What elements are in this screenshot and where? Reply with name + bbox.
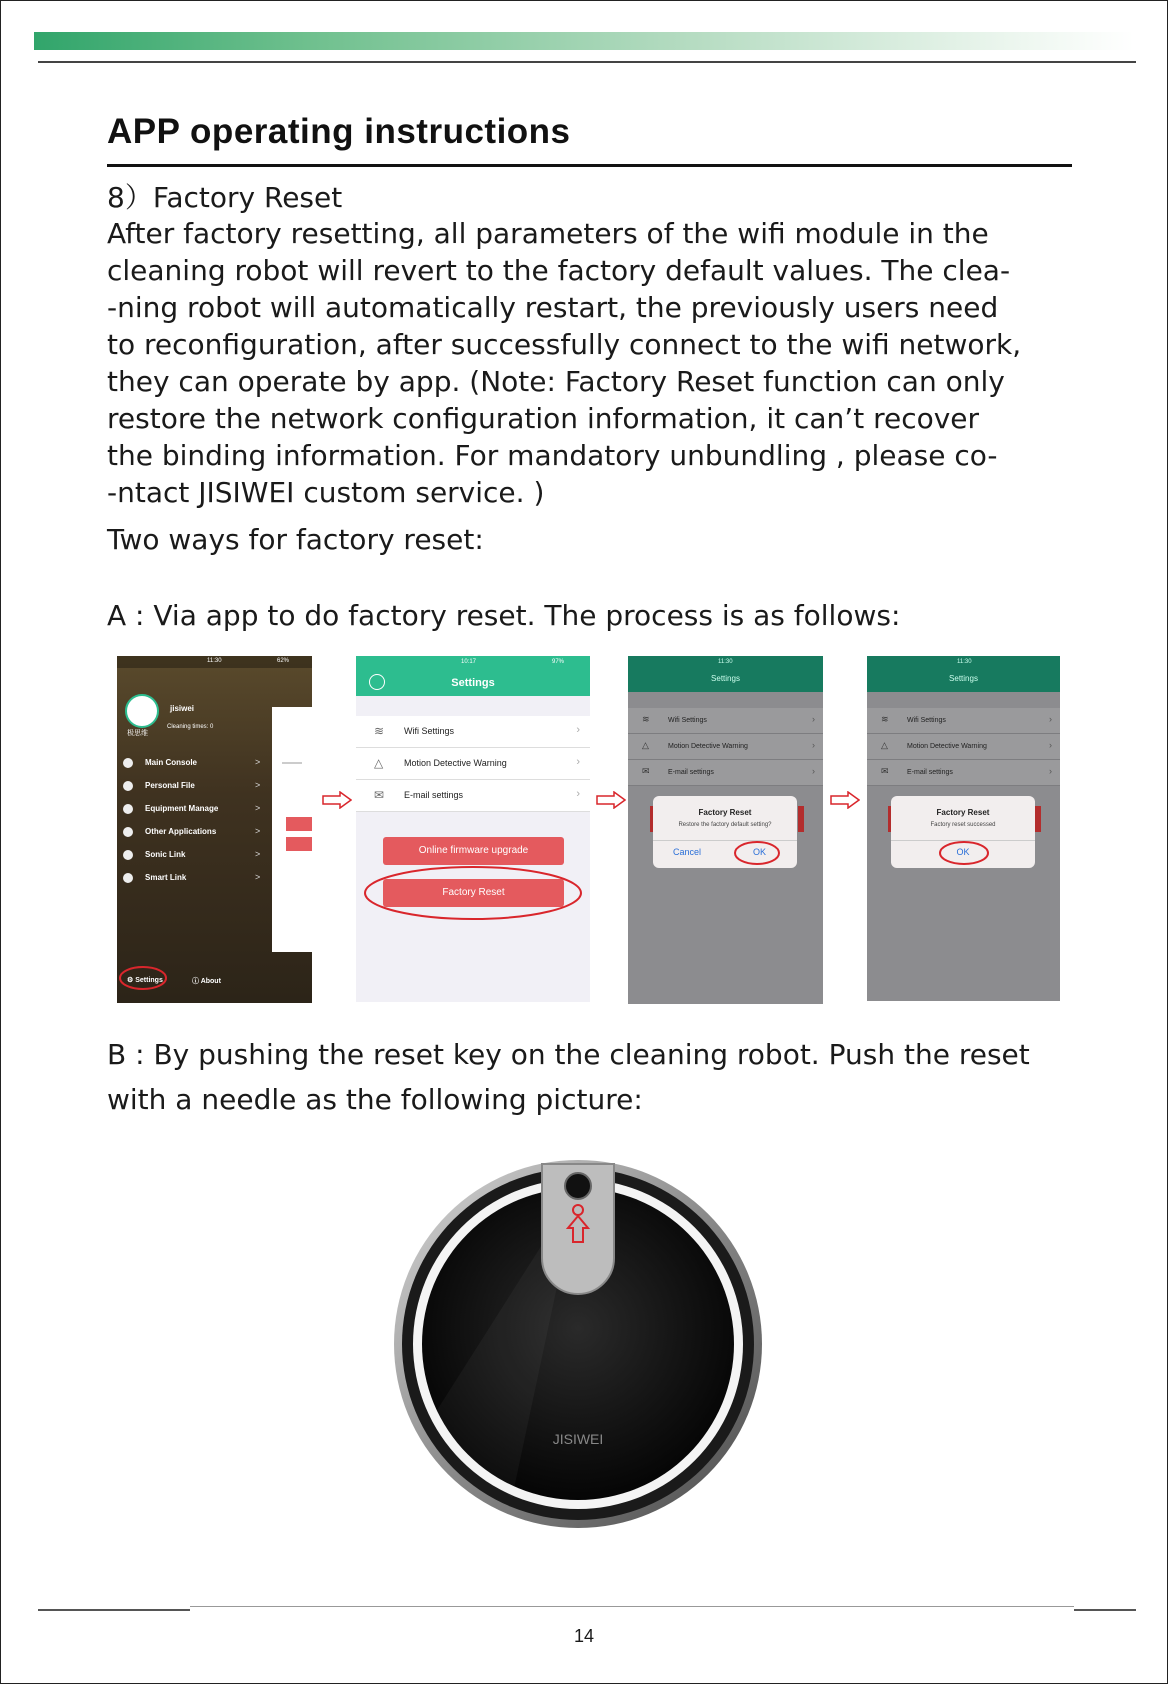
paragraph-line: After factory resetting, all parameters of the wifi module in the xyxy=(107,217,989,250)
header-divider xyxy=(38,61,1136,63)
page-number: 14 xyxy=(573,1626,595,1646)
step-a-text: A : Via app to do factory reset. The process is as follows: xyxy=(107,599,901,632)
paragraph-line: cleaning robot will revert to the factory default values. The clea- xyxy=(107,254,1011,287)
section-heading: 8）Factory Reset xyxy=(107,181,343,214)
cleaning-times: Cleaning times: 0 xyxy=(167,724,214,730)
highlight-circle xyxy=(733,840,783,870)
chevron-right-icon: > xyxy=(255,826,261,836)
screenshot-confirm-dialog: 11:30 Settings ≋ Wifi Settings › △ Motion Detective Warning › ✉ E-mail settings › Factory Reset Restore the factory default setting? Cancel OK xyxy=(628,656,823,1004)
dialog-title: Factory Reset xyxy=(936,808,990,817)
highlight-circle xyxy=(362,864,584,922)
email-settings-row[interactable]: ✉ E-mail settings › xyxy=(356,780,590,812)
factory-reset-button[interactable]: Factory Reset xyxy=(383,879,564,907)
paragraph-line: they can operate by app. (Note: Factory Reset function can only xyxy=(107,365,1005,398)
footer-divider xyxy=(38,1609,190,1611)
settings-title: Settings xyxy=(949,674,978,683)
chevron-right-icon: > xyxy=(255,757,261,767)
about-link[interactable]: ⓘ About xyxy=(192,978,221,985)
status-bar xyxy=(117,656,312,668)
screenshot-success-dialog: 11:30 Settings ≋ Wifi Settings › △ Motion Detective Warning › ✉ E-mail settings › Factory Reset Factory reset successed OK xyxy=(867,656,1060,1001)
bell-icon: △ xyxy=(374,756,384,770)
header-gradient-bar xyxy=(34,32,1134,50)
title-underline xyxy=(107,164,1072,167)
robot-vacuum-image xyxy=(392,1158,764,1530)
motion-warning-row: △ Motion Detective Warning › xyxy=(628,734,823,760)
two-ways-text: Two ways for factory reset: xyxy=(107,523,484,556)
step-b-line: B : By pushing the reset key on the cleaning robot. Push the reset xyxy=(107,1038,1030,1071)
description-paragraph xyxy=(107,215,1097,511)
wifi-icon: ≋ xyxy=(374,724,385,738)
highlight-circle xyxy=(937,840,991,870)
settings-title: Settings xyxy=(451,677,495,689)
arrow-right-icon xyxy=(596,791,626,809)
robot-brand-label: JISIWEI xyxy=(552,1431,604,1447)
email-settings-row: ✉ E-mail settings › xyxy=(628,760,823,786)
paragraph-line: restore the network configuration information, it can’t recover xyxy=(107,402,980,435)
step-b-text xyxy=(107,1032,1030,1122)
dialog-title: Factory Reset xyxy=(698,808,752,817)
paragraph-line: to reconfiguration, after successfully connect to the wifi network, xyxy=(107,328,1022,361)
arrow-right-icon xyxy=(322,791,352,809)
menu-item-smart-link[interactable]: Smart Link xyxy=(123,873,186,883)
page-title: APP operating instructions xyxy=(107,112,571,151)
dialog-message: Restore the factory default setting? xyxy=(678,822,772,828)
firmware-upgrade-button[interactable]: Online firmware upgrade xyxy=(383,837,564,865)
chevron-right-icon: > xyxy=(255,780,261,790)
paragraph-line: -ntact JISIWEI custom service. ) xyxy=(107,476,545,509)
menu-item-equipment-manage[interactable]: Equipment Manage xyxy=(123,804,218,814)
chevron-right-icon: > xyxy=(255,872,261,882)
settings-link[interactable]: ⚙ Settings xyxy=(127,977,163,984)
menu-item-personal-file[interactable]: Personal File xyxy=(123,781,195,791)
mail-icon: ✉ xyxy=(374,788,385,802)
settings-title: Settings xyxy=(711,674,740,683)
footer-divider xyxy=(190,1606,1074,1607)
wifi-settings-row: ≋ Wifi Settings › xyxy=(867,708,1060,734)
chevron-right-icon: > xyxy=(255,849,261,859)
menu-item-other-applications[interactable]: Other Applications xyxy=(123,827,216,837)
paragraph-line: -ning robot will automatically restart, the previously users need xyxy=(107,291,999,324)
motion-warning-row: △ Motion Detective Warning › xyxy=(867,734,1060,760)
highlight-circle xyxy=(117,964,177,994)
app-logo-text: 极思维 xyxy=(127,730,148,737)
paragraph-line: the binding information. For mandatory unbundling , please co- xyxy=(107,439,998,472)
cancel-button[interactable]: Cancel xyxy=(673,847,702,857)
arrow-right-icon xyxy=(830,791,860,809)
user-name: jisiwei xyxy=(170,704,195,713)
wifi-settings-row[interactable]: ≋ Wifi Settings › xyxy=(356,716,590,748)
settings-panel-peek xyxy=(272,707,312,952)
settings-header: 10:17 97% Settings xyxy=(356,656,590,696)
chevron-right-icon: > xyxy=(255,803,261,813)
status-time: 11:30 xyxy=(207,658,222,664)
status-battery: 62% xyxy=(277,658,290,664)
screenshot-settings xyxy=(356,656,590,1002)
footer-divider xyxy=(1074,1609,1136,1611)
ok-button[interactable]: OK xyxy=(753,847,767,857)
dialog-message: Factory reset successed xyxy=(930,822,996,828)
app-logo-icon xyxy=(125,694,159,728)
wifi-settings-row: ≋ Wifi Settings › xyxy=(628,708,823,734)
step-b-line: with a needle as the following picture: xyxy=(107,1083,643,1116)
email-settings-row: ✉ E-mail settings › xyxy=(867,760,1060,786)
menu-item-sonic-link[interactable]: Sonic Link xyxy=(123,850,185,860)
ok-button[interactable]: OK xyxy=(956,847,970,857)
menu-item-main-console[interactable]: Main Console xyxy=(123,758,197,768)
screenshot-side-menu xyxy=(117,656,312,1003)
motion-warning-row[interactable]: △ Motion Detective Warning › xyxy=(356,748,590,780)
